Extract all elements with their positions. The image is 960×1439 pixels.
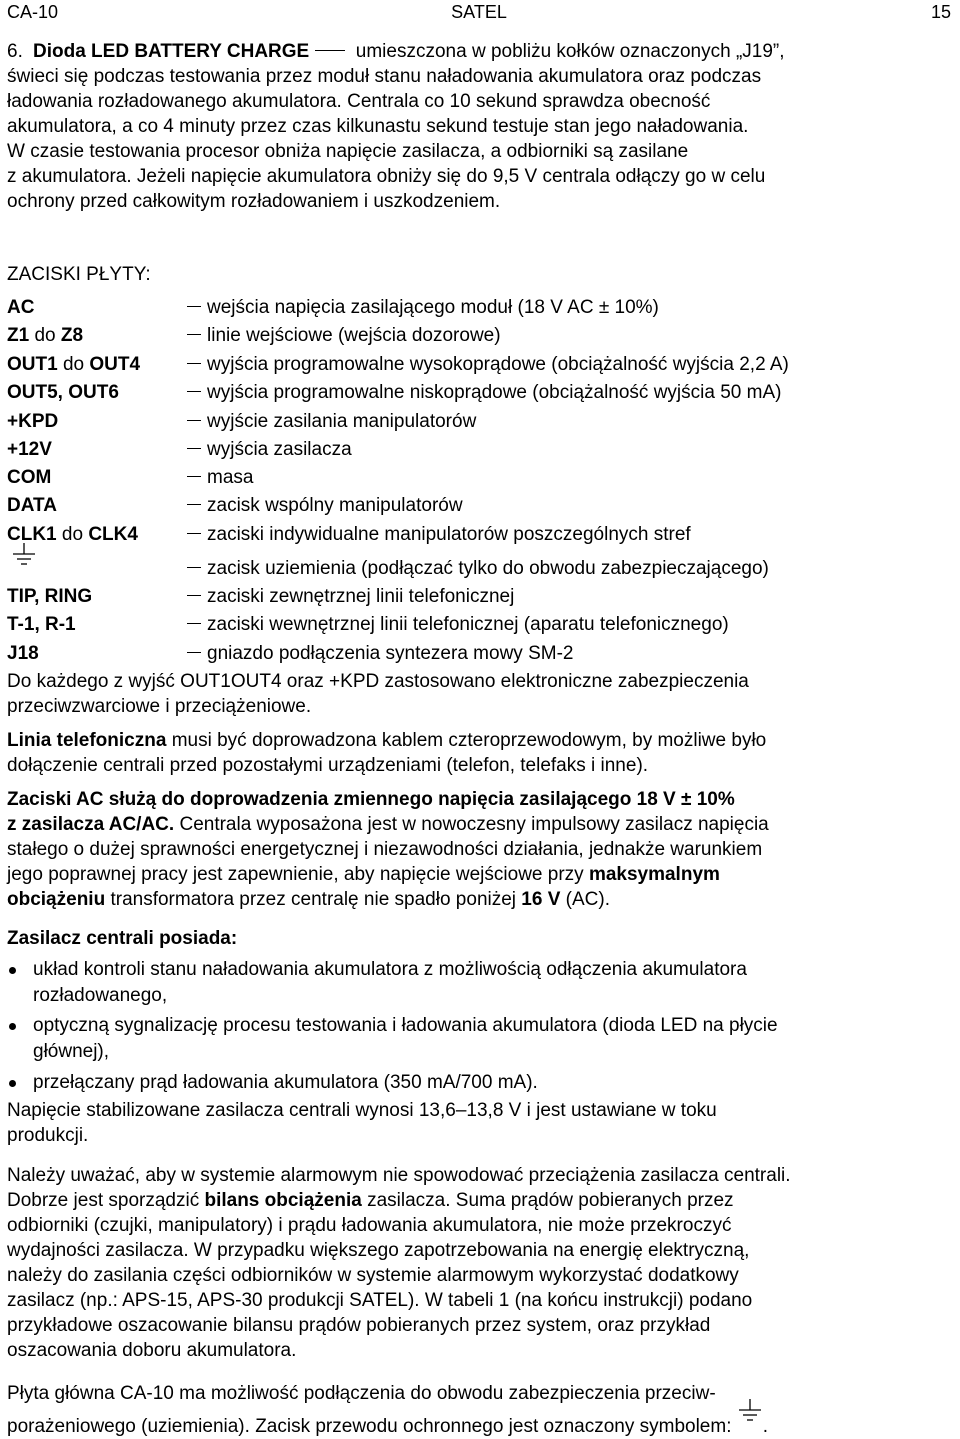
intro-line: W czasie testowania procesor obniża napięcie zasilacza, a odbiorniki są zasilane: [7, 141, 689, 162]
header-brand: SATEL: [451, 2, 507, 22]
ground-symbol-icon: [737, 1406, 763, 1432]
grounding-paragraph: Płyta główna CA-10 ma możliwość podłączenia do obwodu zabezpieczenia przeciw- porażeniowego (uziemienia). Zacisk przewodu ochronnego jest oznaczony symbolem: .: [7, 1383, 769, 1437]
led-paragraph: 6. Dioda LED BATTERY CHARGE umieszczona w pobliżu kołków oznaczonych „J19”, świeci się podczas testowania przez moduł stanu naładowania akumulatora oraz podczas ładowania rozładowanego akumulatora. Centrala co 10 sekund sprawdza obecność akumulatora, a co 4 minuty przez czas kilkunastu sekund testuje stan jego naładowania. W czasie testowania procesor obniża napięcie zasilacza, a odbiorniki są zasilane z akumulatora. Jeżeli napięcie akumulatora obniży się do 9,5 V centrala odłączy go w celu ochrony przed całkowitym rozładowaniem i uszkodzeniem.: [7, 39, 953, 214]
voltage-paragraph: Napięcie stabilizowane zasilacza centrali wynosi 13,6–13,8 V i jest ustawiane w toku produkcji.: [7, 1100, 717, 1146]
intro-line: z akumulatora. Jeżeli napięcie akumulatora obniży się do 9,5 V centrala odłączy go w celu: [7, 166, 766, 187]
header-model: CA-10: [7, 2, 59, 22]
ground-symbol-icon: [11, 542, 37, 576]
terminal-row: T-1, R-1 zaciski wewnętrznej linii telefonicznej (aparatu telefonicznego): [7, 614, 729, 635]
intro-line: [309, 41, 350, 62]
terminals-heading: ZACISKI PŁYTY:: [7, 264, 151, 285]
manual-page: CA-10 SATEL 15 6. Dioda LED BATTERY CHARGE umieszczona w pobliżu kołków oznaczonych „J19”, świeci się podczas testowania przez moduł stanu naładowania akumulatora oraz podczas ładowania rozładowanego akumulatora. Centrala co 10 sekund sprawdza obecność akumulatora, a co 4 minuty przez czas kilkunastu sekund testuje stan jego naładowania. W czasie testowania procesor obniża napięcie zasilacza, a odbiorniki są zasilane z akumulatora. Jeżeli napięcie akumulatora obniży się do 9,5 V centrala odłączy go w celu ochrony przed całkowitym rozładowaniem i uszkodzeniem. ZACISKI PŁYTY: AC wejścia napięcia zasilającego moduł (18 V AC ± 10%) Z1 do Z8 linie wejściowe (wejścia dozorowe) OUT1 do OUT4 wyjścia programowalne wysokoprądowe (obciążalność wyjścia 2,2 A) OUT5, OUT6 wyjścia programowalne niskoprądowe (obciążalność wyjścia 50 mA) +KPD wyjście zasilania manipulatorów +12V wyjścia zasilacza COM masa DATA zacisk wspólny manipulatorów CLK1 do CLK4 zaciski indywidualne manipulatorów poszczególnych stref zacisk uziemienia (podłączać tylko do obwodu zabezpieczającego) TIP, RING zaciski zewnętrznej linii telefonicznej T-1, R-1 zaciski wewnętrznej linii telefonicznej (aparatu telefonicznego) J18 gniazdo podłączenia syntezera mowy SM-2 Do każdego z wyjść OUT1OUT4 oraz +KPD zastosowano elektroniczne zabezpieczenia przeciwzwarciowe i przeciążeniowe. Linia telefoniczna musi być doprowadzona kablem czteroprzewodowym, by możliwe było dołączenie centrali przed pozostałymi urządzeniami (telefon, telefaks i inne). Zaciski AC służą do doprowadzenia zmiennego napięcia zasilającego 18 V ± 10% z zasilacza AC/AC. Centrala wyposażona jest w nowoczesny impulsowy zasilacz napięcia stałego o dużej sprawności energetycznej i niezawodności działania, jednakże warunkiem jego poprawnej pracy jest zapewnienie, aby napięcie wejściowe przy maksymalnym obciążeniu transformatora przez centralę nie spadło poniżej 16 V (AC). Zasilacz centrali posiada: układ kontroli stanu naładowania akumulatora z możliwością odłączenia akumulatora rozładowanego, optyczną sygnalizację procesu testowania i ładowania akumulatora (dioda LED na płycie głównej), przełączany prąd ładowania akumulatora (350 mA/700 mA). Napięcie stabilizowane zasilacza centrali wynosi 13,6–13,8 V i jest ustawiane w toku produkcji. Należy uważać, aby w systemie alarmowym nie spowodować przeciążenia zasilacza centrali. Dobrze jest sporządzić bilans obciążenia zasilacza. Suma prądów pobieranych przez odbiorniki (czujki, manipulatory) i prądu ładowania akumulatora, nie może przekroczyć wydajności zasilacza. W przypadku większego zapotrzebowania na energię elektryczną, należy do zasilania części odbiorników w systemie alarmowym wykorzystać dodatkowy zasilacz (np.: APS-15, APS-30 produkcji SATEL). W tabeli 1 (na końcu instrukcji) podano przykładowe oszacowanie bilansu prądów pobieranych przez system, oraz przykład oszacowania doboru akumulatora. Płyta główna CA-10 ma możliwość podłączenia do obwodu zabezpieczenia przeciw- porażeniowego (uziemienia). Zacisk przewodu ochronnego jest oznaczony symbolem: .: [0, 0, 960, 1438]
page-header: [7, 0, 951, 25]
intro-line: akumulatora, a co 4 minuty przez czas kilkunastu sekund testuje stan jego naładowania.: [7, 116, 749, 137]
terminal-row: J18 gniazdo podłączenia syntezera mowy SM-2: [7, 643, 574, 664]
terminal-row: COM masa: [7, 467, 254, 488]
terminal-row: Z1 do Z8 linie wejściowe (wejścia dozorowe): [7, 325, 501, 346]
terminal-row: +KPD wyjście zasilania manipulatorów: [7, 411, 477, 432]
terminal-row-ground: zacisk uziemienia (podłączać tylko do obwodu zabezpieczającego): [7, 556, 953, 584]
intro-line: świeci się podczas testowania przez moduł stanu naładowania akumulatora oraz podczas: [7, 66, 762, 87]
terminal-row: OUT5, OUT6 wyjścia programowalne niskoprądowe (obciążalność wyjścia 50 mA): [7, 382, 782, 403]
terminal-row: +12V wyjścia zasilacza: [7, 439, 352, 460]
list-number: 6.: [7, 41, 23, 62]
terminal-row: TIP, RING zaciski zewnętrznej linii telefonicznej: [7, 586, 515, 607]
power-paragraph: Zaciski AC służą do doprowadzenia zmiennego napięcia zasilającego 18 V ± 10% z zasilacza AC/AC. Centrala wyposażona jest w nowoczesny impulsowy zasilacz napięcia stałego o dużej sprawności energetycznej i niezawodności działania, jednakże warunkiem jego poprawnej pracy jest zapewnienie, aby napięcie wejściowe przy maksymalnym obciążeniu transformatora przez centralę nie spadło poniżej 16 V (AC).: [7, 789, 769, 910]
led-title: Dioda LED BATTERY CHARGE: [33, 41, 310, 62]
terminal-row: CLK1 do CLK4 zaciski indywidualne manipulatorów poszczególnych stref: [7, 524, 691, 545]
terminal-row: AC wejścia napięcia zasilającego moduł (18 V AC ± 10%): [7, 297, 659, 318]
terminal-row: OUT1 do OUT4 wyjścia programowalne wysokoprądowe (obciążalność wyjścia 2,2 A): [7, 354, 789, 375]
phone-line-paragraph: Linia telefoniczna musi być doprowadzona kablem czteroprzewodowym, by możliwe było dołączenie centrali przed pozostałymi urządzeniami (telefon, telefaks i inne).: [7, 730, 767, 776]
intro-line: ładowania rozładowanego akumulatora. Centrala co 10 sekund sprawdza obecność: [7, 91, 711, 112]
psu-heading: Zasilacz centrali posiada:: [7, 928, 238, 949]
terminal-row: DATA zacisk wspólny manipulatorów: [7, 495, 463, 516]
intro-line: ochrony przed całkowitym rozładowaniem i uszkodzeniem.: [7, 191, 501, 212]
overload-paragraph: Należy uważać, aby w systemie alarmowym nie spowodować przeciążenia zasilacza centrali. Dobrze jest sporządzić bilans obciążenia zasilacza. Suma prądów pobieranych przez odbiorniki (czujki, manipulatory) i prądu ładowania akumulatora, nie może przekroczyć wydajności zasilacza. W przypadku większego zapotrzebowania na energię elektryczną, należy do zasilania części odbiorników w systemie alarmowym wykorzystać dodatkowy zasilacz (np.: APS-15, APS-30 produkcji SATEL). W tabeli 1 (na końcu instrukcji) podano przykładowe oszacowanie bilansu prądów pobieranych przez system, oraz przykład oszacowania doboru akumulatora.: [7, 1165, 791, 1361]
page-number: 15: [930, 2, 951, 22]
protection-paragraph: Do każdego z wyjść OUT1OUT4 oraz +KPD zastosowano elektroniczne zabezpieczenia przeciwzwarciowe i przeciążeniowe.: [7, 671, 749, 717]
